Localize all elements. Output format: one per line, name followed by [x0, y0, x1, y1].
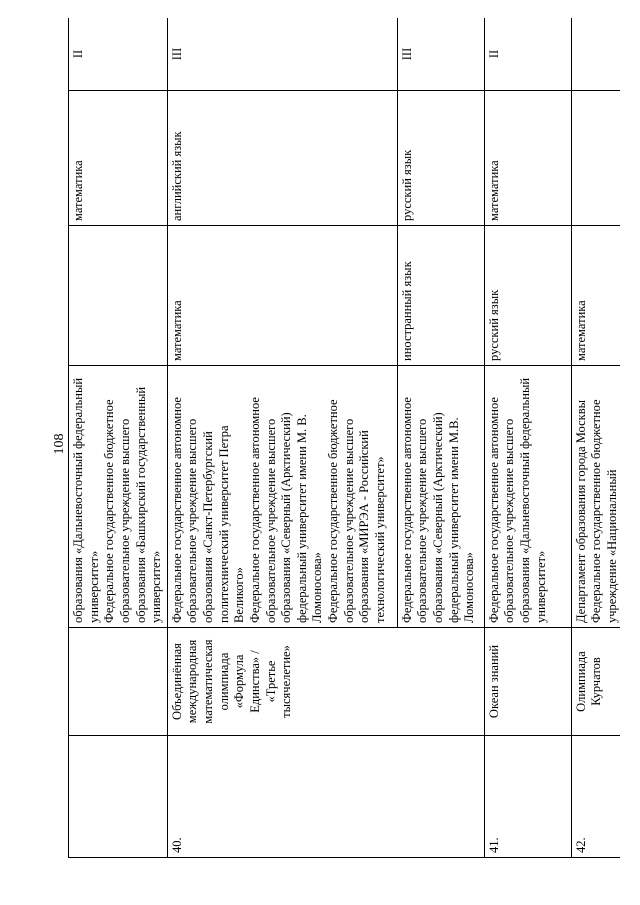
table-row — [571, 18, 620, 858]
subject-cell: математика — [484, 91, 571, 226]
table-row — [484, 18, 571, 858]
profile-cell: математика — [167, 226, 397, 366]
organizer-text: Федеральное государственное автономное образовательное учреждение высшего образования «Санкт-Петербургский политехнический университет Петра Великого» — [169, 397, 247, 623]
organizer-cell — [484, 366, 571, 628]
row-number-cell — [69, 736, 168, 858]
olympiad-table — [68, 18, 620, 858]
rotated-page-area — [68, 18, 620, 858]
organizer-cell — [69, 366, 168, 628]
organizer-cell — [167, 366, 397, 628]
organizer-cell — [571, 366, 620, 628]
table-row — [167, 18, 397, 858]
organizer-text: Федеральное государственное бюджетное образовательное учреждение высшего образования «Башкирский государственный университет» — [102, 386, 164, 623]
row-number-cell: 41. — [484, 736, 571, 858]
level-cell: II — [484, 18, 571, 91]
olympiad-name-cell — [69, 628, 168, 736]
level-cell: III — [167, 18, 397, 91]
rotated-table-container — [68, 18, 620, 858]
organizer-text: Департамент образования города Москвы — [573, 399, 588, 623]
organizer-text: Федеральное государственное автономное образовательное учреждение высшего образования «Северный (Арктический) федеральный университет имени М.В. Ломоносова» — [399, 397, 477, 623]
olympiad-name-cell: Океан знаний — [484, 628, 571, 736]
organizer-text: Федеральное государственное бюджетное образовательное учреждение высшего образования «МИРЭА - Российский технологический университет» — [326, 399, 387, 623]
subject-cell: русский язык — [397, 91, 484, 226]
page-number: 108 — [52, 433, 67, 455]
organizer-text: Федеральное государственное бюджетное учреждение «Национальный — [589, 399, 619, 623]
organizer-text: образования «Дальневосточный федеральный университет» — [71, 377, 101, 623]
profile-cell: русский язык — [484, 226, 571, 366]
profile-cell: иностранный язык — [397, 226, 484, 366]
subject-cell: английский язык — [167, 91, 397, 226]
olympiad-name-cell: Олимпиада Курчатов — [571, 628, 620, 736]
level-cell: III — [397, 18, 484, 91]
organizer-cell — [397, 366, 484, 628]
organizer-text: Федеральное государственное автономное образовательное учреждение высшего образования «Северный (Арктический) федеральный университет имени М. В. Ломоносова» — [247, 397, 325, 623]
organizer-text: Федеральное государственное автономное образовательное учреждение высшего образования «Дальневосточный федеральный университет» — [486, 377, 548, 623]
row-number-cell: 40. — [167, 736, 484, 858]
profile-cell — [69, 226, 168, 366]
row-number-cell: 42. — [571, 736, 620, 858]
level-cell — [571, 18, 620, 91]
subject-cell: математика — [69, 91, 168, 226]
subject-cell — [571, 91, 620, 226]
profile-cell: математика — [571, 226, 620, 366]
level-cell: II — [69, 18, 168, 91]
table-row — [69, 18, 168, 858]
olympiad-name-cell: Объединённая международная математическая олимпиада «Формула Единства» / «Третье тысячелетие» — [167, 628, 484, 736]
